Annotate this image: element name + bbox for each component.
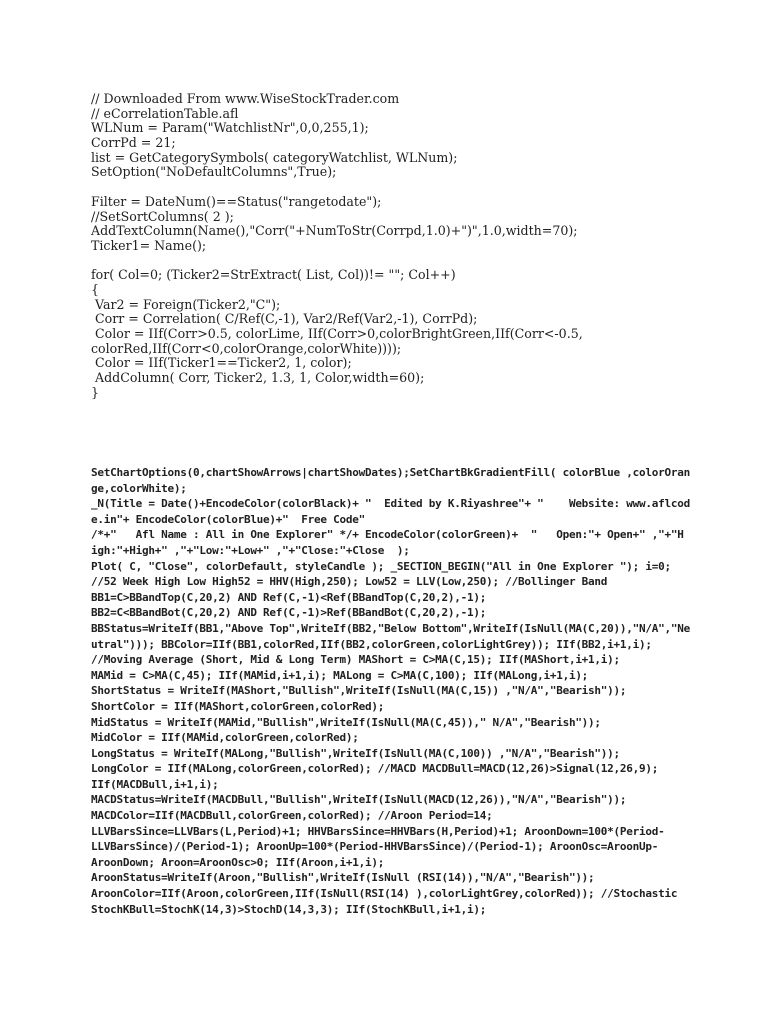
- code-line: Ticker1= Name();: [91, 237, 207, 253]
- code-line: Var2 = Foreign(Ticker2,"C");: [91, 296, 281, 312]
- code-line: AddColumn( Corr, Ticker2, 1.3, 1, Color,width=60);: [91, 370, 425, 386]
- code-line: {: [91, 281, 100, 297]
- code-line: LLVBarsSince=LLVBars(L,Period)+1; HHVBarsSince=HHVBars(H,Period)+1; AroonDown=100*(Period-: [91, 824, 665, 838]
- code-line: MACDStatus=WriteIf(MACDBull,"Bullish",WriteIf(IsNull(MACD(12,26)),"N/A","Bearish"));: [91, 793, 627, 807]
- code-line: BB2=C<BBandBot(C,20,2) AND Ref(C,-1)>Ref(BBandBot(C,20,2),-1);: [91, 606, 487, 620]
- code-line: LongColor = IIf(MALong,colorGreen,colorRed); //MACD MACDBull=MACD(12,26)>Signal(12,26,9);: [91, 762, 659, 776]
- code-line: ShortColor = IIf(MAShort,colorGreen,colorRed);: [91, 699, 385, 713]
- code-line: // Downloaded From www.WiseStockTrader.com: [91, 91, 400, 106]
- code-line: AroonStatus=WriteIf(Aroon,"Bullish",WriteIf(IsNull (RSI(14)),"N/A","Bearish"));: [91, 871, 595, 885]
- code-line: _N(Title = Date()+EncodeColor(colorBlack)+ " Edited by K.Riyashree"+ " Website: www.aflcod: [91, 497, 691, 511]
- code-line: Color = IIf(Corr>0.5, colorLime, IIf(Corr>0,colorBrightGreen,IIf(Corr<-0.5,: [91, 326, 583, 341]
- code-line: colorRed,IIf(Corr<0,colorOrange,colorWhite))));: [91, 340, 402, 356]
- code-line: MidStatus = WriteIf(MAMid,"Bullish",WriteIf(IsNull(MA(C,45))," N/A","Bearish"));: [91, 715, 601, 729]
- code-line: AroonColor=IIf(Aroon,colorGreen,IIf(IsNull(RSI(14) ),colorLightGrey,colorRed)); //Stochastic: [91, 887, 678, 901]
- code-line: LLVBarsSince)/(Period-1); AroonUp=100*(Period-HHVBarsSince)/(Period-1); AroonOsc=AroonUp-: [91, 840, 659, 854]
- code-line: Corr = Correlation( C/Ref(C,-1), Var2/Ref(Var2,-1), CorrPd);: [91, 311, 478, 327]
- code-line: // eCorrelationTable.afl: [91, 105, 239, 121]
- code-line: igh:"+High+" ,"+"Low:"+Low+" ,"+"Close:"+Close );: [91, 543, 410, 557]
- code-block-explorer: [91, 465, 691, 917]
- code-line: CorrPd = 21;: [91, 135, 176, 151]
- code-line: AddTextColumn(Name(),"Corr("+NumToStr(Corrpd,1.0)+")",1.0,width=70);: [91, 223, 578, 239]
- code-line: ge,colorWhite);: [91, 481, 187, 495]
- code-line: /*+" Afl Name : All in One Explorer" */+ EncodeColor(colorGreen)+ " Open:"+ Open+" ,"+"H: [91, 528, 684, 542]
- code-line: AroonDown; Aroon=AroonOsc>0; IIf(Aroon,i+1,i);: [91, 855, 385, 869]
- code-line: MAMid = C>MA(C,45); IIf(MAMid,i+1,i); MALong = C>MA(C,100); IIf(MALong,i+1,i);: [91, 668, 589, 682]
- code-line: e.in"+ EncodeColor(colorBlue)+" Free Code": [91, 512, 366, 526]
- code-line: BBStatus=WriteIf(BB1,"Above Top",WriteIf(BB2,"Below Bottom",WriteIf(IsNull(MA(C,20)),"N/A","Ne: [91, 621, 691, 635]
- code-line: Plot( C, "Close", colorDefault, styleCandle ); _SECTION_BEGIN("All in One Explorer "); i=0;: [91, 559, 671, 573]
- code-line: list = GetCategorySymbols( categoryWatchlist, WLNum);: [91, 149, 458, 165]
- code-line: ShortStatus = WriteIf(MAShort,"Bullish",WriteIf(IsNull(MA(C,15)) ,"N/A","Bearish"));: [91, 684, 627, 698]
- code-line: //SetSortColumns( 2 );: [91, 208, 234, 224]
- code-line: for( Col=0; (Ticker2=StrExtract( List, Col))!= ""; Col++): [91, 267, 456, 283]
- code-line: BB1=C>BBandTop(C,20,2) AND Ref(C,-1)<Ref(BBandTop(C,20,2),-1);: [91, 590, 487, 604]
- code-line: WLNum = Param("WatchlistNr",0,0,255,1);: [91, 120, 369, 136]
- code-line: MACDColor=IIf(MACDBull,colorGreen,colorRed); //Aroon Period=14;: [91, 809, 493, 823]
- code-line: Color = IIf(Ticker1==Ticker2, 1, color);: [91, 355, 352, 371]
- code-line: SetChartOptions(0,chartShowArrows|chartShowDates);SetChartBkGradientFill( colorBlue ,colorOran: [91, 466, 691, 479]
- code-line: StochKBull=StochK(14,3)>StochD(14,3,3); IIf(StochKBull,i+1,i);: [91, 902, 487, 916]
- code-line: utral"))); BBColor=IIf(BB1,colorRed,IIf(BB2,colorGreen,colorLightGrey)); IIf(BB2,i+1,i);: [91, 637, 652, 651]
- code-line: //Moving Average (Short, Mid & Long Term) MAShort = C>MA(C,15); IIf(MAShort,i+1,i);: [91, 653, 620, 667]
- code-line: Filter = DateNum()==Status("rangetodate");: [91, 193, 382, 209]
- code-line: SetOption("NoDefaultColumns",True);: [91, 164, 337, 180]
- code-line: LongStatus = WriteIf(MALong,"Bullish",WriteIf(IsNull(MA(C,100)) ,"N/A","Bearish"));: [91, 746, 620, 760]
- code-line: [91, 180, 751, 195]
- code-line: }: [91, 384, 100, 400]
- code-line: MidColor = IIf(MAMid,colorGreen,colorRed);: [91, 731, 359, 745]
- code-line: //52 Week High Low High52 = HHV(High,250); Low52 = LLV(Low,250); //Bollinger Band: [91, 575, 608, 589]
- code-line: [91, 254, 751, 269]
- code-line: IIf(MACDBull,i+1,i);: [91, 777, 219, 791]
- code-block-correlation: [91, 92, 751, 400]
